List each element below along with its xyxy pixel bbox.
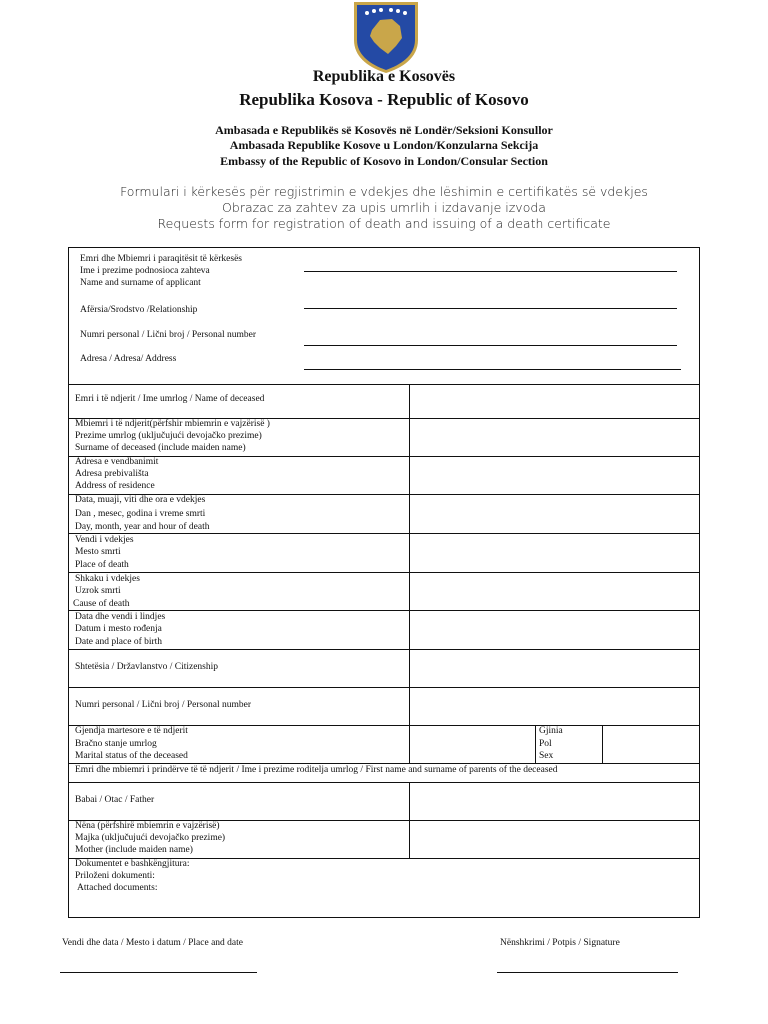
cause-label-eng: Cause of death bbox=[73, 599, 130, 609]
residence-label-srb: Adresa prebivališta bbox=[75, 469, 149, 479]
sex-label-eng: Sex bbox=[539, 751, 554, 761]
address-field[interactable] bbox=[304, 369, 681, 370]
attachments-field[interactable] bbox=[69, 895, 699, 917]
father-field[interactable] bbox=[410, 783, 699, 820]
sex-label-alb: Gjinia bbox=[539, 726, 563, 736]
deceased-personal-number-label: Numri personal / Lični broj / Personal number bbox=[75, 700, 251, 710]
marital-label-eng: Marital status of the deceased bbox=[75, 751, 188, 761]
applicant-name-label-eng: Name and surname of applicant bbox=[80, 278, 201, 288]
father-label: Babai / Otac / Father bbox=[75, 795, 155, 805]
signature-label: Nënshkrimi / Potpis / Signature bbox=[500, 938, 620, 948]
death-place-label-alb: Vendi i vdekjes bbox=[75, 535, 134, 545]
residence-label-eng: Address of residence bbox=[75, 481, 155, 491]
mother-label-srb: Majka (uključujući devojačko prezime) bbox=[75, 833, 226, 843]
death-place-field[interactable] bbox=[410, 534, 699, 572]
sex-label-srb: Pol bbox=[539, 739, 552, 749]
parents-section-header: Emri dhe mbiemri i prindërve të të ndjerit / Ime i prezime roditelja umrlog / First name and surname of parents of the deceased bbox=[75, 765, 558, 775]
embassy-albanian: Ambasada e Republikës së Kosovës në Londër/Seksioni Konsullor bbox=[215, 123, 553, 137]
form-box bbox=[68, 247, 700, 918]
kosovo-coat-of-arms-icon bbox=[350, 0, 422, 74]
place-date-field[interactable] bbox=[60, 972, 257, 973]
applicant-name-label-srb: Ime i prezime podnosioca zahteva bbox=[80, 266, 210, 276]
applicant-name-label-alb: Emri dhe Mbiemri i paraqitësit të kërkesës bbox=[80, 254, 242, 264]
mother-field[interactable] bbox=[410, 821, 699, 858]
relationship-label: Afërsia/Srodstvo /Relationship bbox=[80, 305, 198, 315]
sex-field[interactable] bbox=[603, 726, 699, 763]
form-title-serbian: Obrazac za zahtev za upis umrlih i izdavanje izvoda bbox=[222, 200, 546, 215]
marital-label-srb: Bračno stanje umrlog bbox=[75, 739, 157, 749]
applicant-personal-number-field[interactable] bbox=[304, 345, 677, 346]
birth-label-srb: Datum i mesto rođenja bbox=[75, 624, 162, 634]
residence-label-alb: Adresa e vendbanimit bbox=[75, 457, 159, 467]
cause-field[interactable] bbox=[410, 573, 699, 610]
deceased-surname-label-srb: Prezime umrlog (uključujući devojačko prezime) bbox=[75, 431, 262, 441]
cause-label-alb: Shkaku i vdekjes bbox=[75, 574, 140, 584]
attachments-label-srb: Priloženi dokumenti: bbox=[75, 871, 155, 881]
birth-label-eng: Date and place of birth bbox=[75, 637, 163, 647]
marital-label-alb: Gjendja martesore e të ndjerit bbox=[75, 726, 188, 736]
deceased-name-label: Emri i të ndjerit / Ime umrlog / Name of deceased bbox=[75, 394, 265, 404]
death-place-label-eng: Place of death bbox=[75, 560, 129, 570]
deceased-surname-field[interactable] bbox=[410, 419, 699, 456]
death-date-label-eng: Day, month, year and hour of death bbox=[75, 522, 210, 532]
attachments-label-eng: Attached documents: bbox=[77, 883, 158, 893]
birth-field[interactable] bbox=[410, 611, 699, 649]
death-date-label-alb: Data, muaji, viti dhe ora e vdekjes bbox=[75, 495, 206, 505]
death-date-label-srb: Dan , mesec, godina i vreme smrti bbox=[75, 509, 206, 519]
address-label: Adresa / Adresa/ Address bbox=[80, 354, 177, 364]
embassy-english: Embassy of the Republic of Kosovo in London/Consular Section bbox=[220, 154, 548, 168]
deceased-personal-number-field[interactable] bbox=[410, 688, 699, 725]
death-place-label-srb: Mesto smrti bbox=[75, 547, 121, 557]
form-title-english: Requests form for registration of death and issuing of a death certificate bbox=[157, 216, 611, 231]
embassy-serbian: Ambasada Republike Kosove u London/Konzularna Sekcija bbox=[229, 138, 539, 152]
title-albanian: Republika e Kosovës bbox=[312, 68, 456, 85]
relationship-field[interactable] bbox=[304, 308, 677, 309]
attachments-label-alb: Dokumentet e bashkëngjitura: bbox=[75, 859, 190, 869]
signature-field[interactable] bbox=[497, 972, 678, 973]
residence-field[interactable] bbox=[410, 457, 699, 494]
title-multilingual: Republika Kosova - Republic of Kosovo bbox=[239, 90, 529, 109]
place-date-label: Vendi dhe data / Mesto i datum / Place and date bbox=[62, 938, 243, 948]
deceased-surname-label-eng: Surname of deceased (include maiden name) bbox=[75, 443, 246, 453]
mother-label-alb: Nëna (përfshirë mbiemrin e vajzërisë) bbox=[75, 821, 220, 831]
form-title-albanian: Formulari i kërkesës për regjistrimin e vdekjes dhe lëshimin e certifikatës së vdekjes bbox=[120, 184, 648, 199]
deceased-surname-label-alb: Mbiemri i të ndjerit(përfshir mbiemrin e vajzërisë ) bbox=[75, 419, 270, 429]
citizenship-field[interactable] bbox=[410, 650, 699, 687]
cause-label-srb: Uzrok smrti bbox=[75, 586, 121, 596]
marital-status-field[interactable] bbox=[410, 726, 535, 763]
birth-label-alb: Data dhe vendi i lindjes bbox=[75, 612, 166, 622]
citizenship-label: Shtetësia / Državlanstvo / Citizenship bbox=[75, 662, 219, 672]
mother-label-eng: Mother (include maiden name) bbox=[75, 845, 193, 855]
deceased-name-field[interactable] bbox=[410, 385, 699, 418]
applicant-name-field[interactable] bbox=[304, 271, 677, 272]
death-date-field[interactable] bbox=[410, 495, 699, 533]
applicant-personal-number-label: Numri personal / Lični broj / Personal number bbox=[80, 330, 256, 340]
